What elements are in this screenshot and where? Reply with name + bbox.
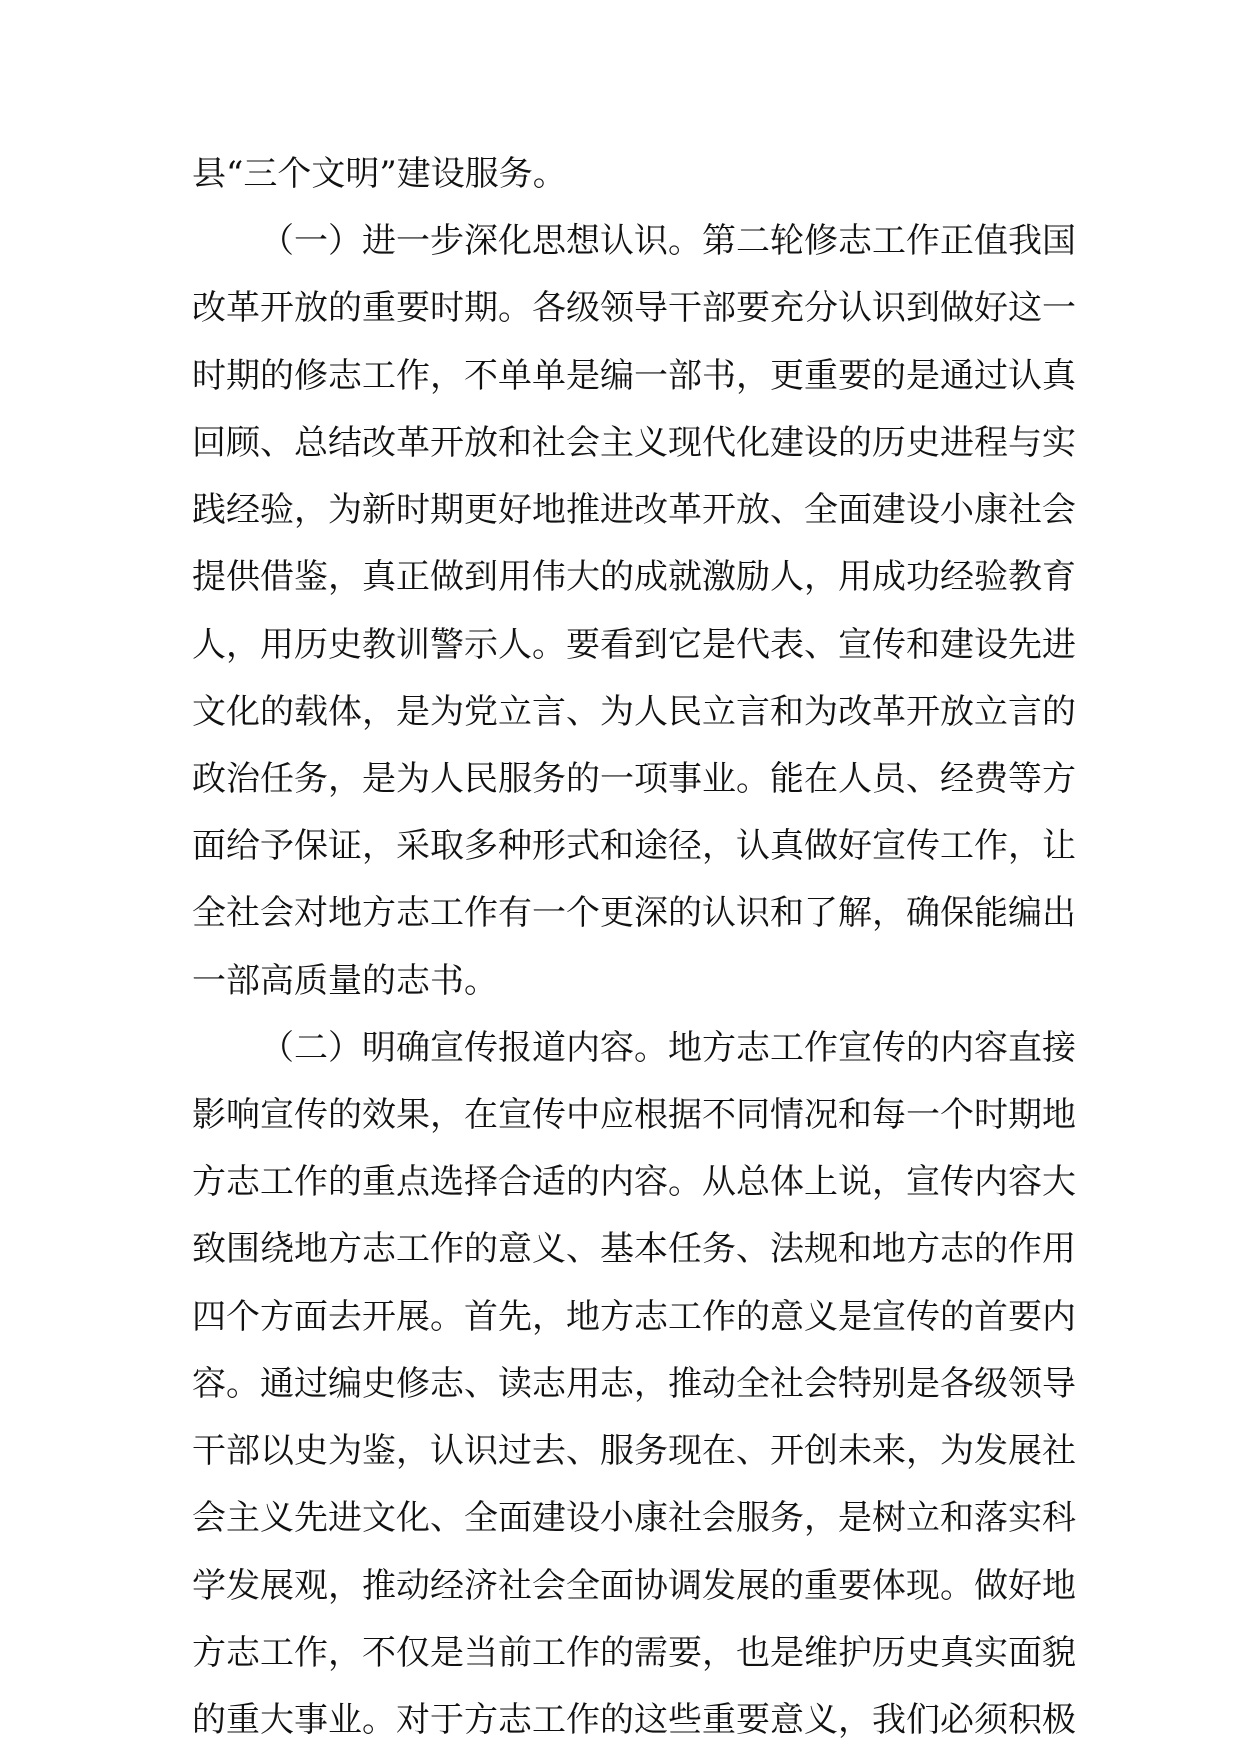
- text-line: 践经验，为新时期更好地推进改革开放、全面建设小康社会: [192, 490, 1076, 530]
- text-line: 改革开放的重要时期。各级领导干部要充分认识到做好这一: [192, 288, 1076, 328]
- text-line: 一部高质量的志书。: [192, 961, 498, 1001]
- text-line: 方志工作的重点选择合适的内容。从总体上说，宣传内容大: [192, 1162, 1076, 1202]
- text-line: 致围绕地方志工作的意义、基本任务、法规和地方志的作用: [192, 1229, 1076, 1269]
- text-line: 政治任务，是为人民服务的一项事业。能在人员、经费等方: [192, 759, 1076, 799]
- text-line: 提供借鉴，真正做到用伟大的成就激励人，用成功经验教育: [192, 557, 1076, 597]
- text-line: 学发展观，推动经济社会全面协调发展的重要体现。做好地: [192, 1566, 1076, 1606]
- text-line: 影响宣传的效果，在宣传中应根据不同情况和每一个时期地: [192, 1095, 1076, 1135]
- text-line: 容。通过编史修志、读志用志，推动全社会特别是各级领导: [192, 1364, 1076, 1404]
- text-line: 人，用历史教训警示人。要看到它是代表、宣传和建设先进: [192, 625, 1076, 665]
- text-line: 四个方面去开展。首先，地方志工作的意义是宣传的首要内: [192, 1297, 1076, 1337]
- paragraph-start-line: （二）明确宣传报道内容。地方志工作宣传的内容直接: [260, 1028, 1076, 1068]
- paragraph-start-line: （一）进一步深化思想认识。第二轮修志工作正值我国: [260, 221, 1076, 261]
- text-line: 全社会对地方志工作有一个更深的认识和了解，确保能编出: [192, 893, 1076, 933]
- text-line: 回顾、总结改革开放和社会主义现代化建设的历史进程与实: [192, 423, 1076, 463]
- text-line: 县“三个文明”建设服务。: [192, 154, 567, 194]
- text-line: 的重大事业。对于方志工作的这些重要意义，我们必须积极: [192, 1700, 1076, 1740]
- text-line: 时期的修志工作，不单单是编一部书，更重要的是通过认真: [192, 356, 1076, 396]
- text-line: 面给予保证，采取多种形式和途径，认真做好宣传工作，让: [192, 826, 1076, 866]
- text-line: 方志工作，不仅是当前工作的需要，也是维护历史真实面貌: [192, 1633, 1076, 1673]
- text-line: 文化的载体，是为党立言、为人民立言和为改革开放立言的: [192, 692, 1076, 732]
- text-line: 干部以史为鉴，认识过去、服务现在、开创未来，为发展社: [192, 1431, 1076, 1471]
- text-line: 会主义先进文化、全面建设小康社会服务，是树立和落实科: [192, 1498, 1076, 1538]
